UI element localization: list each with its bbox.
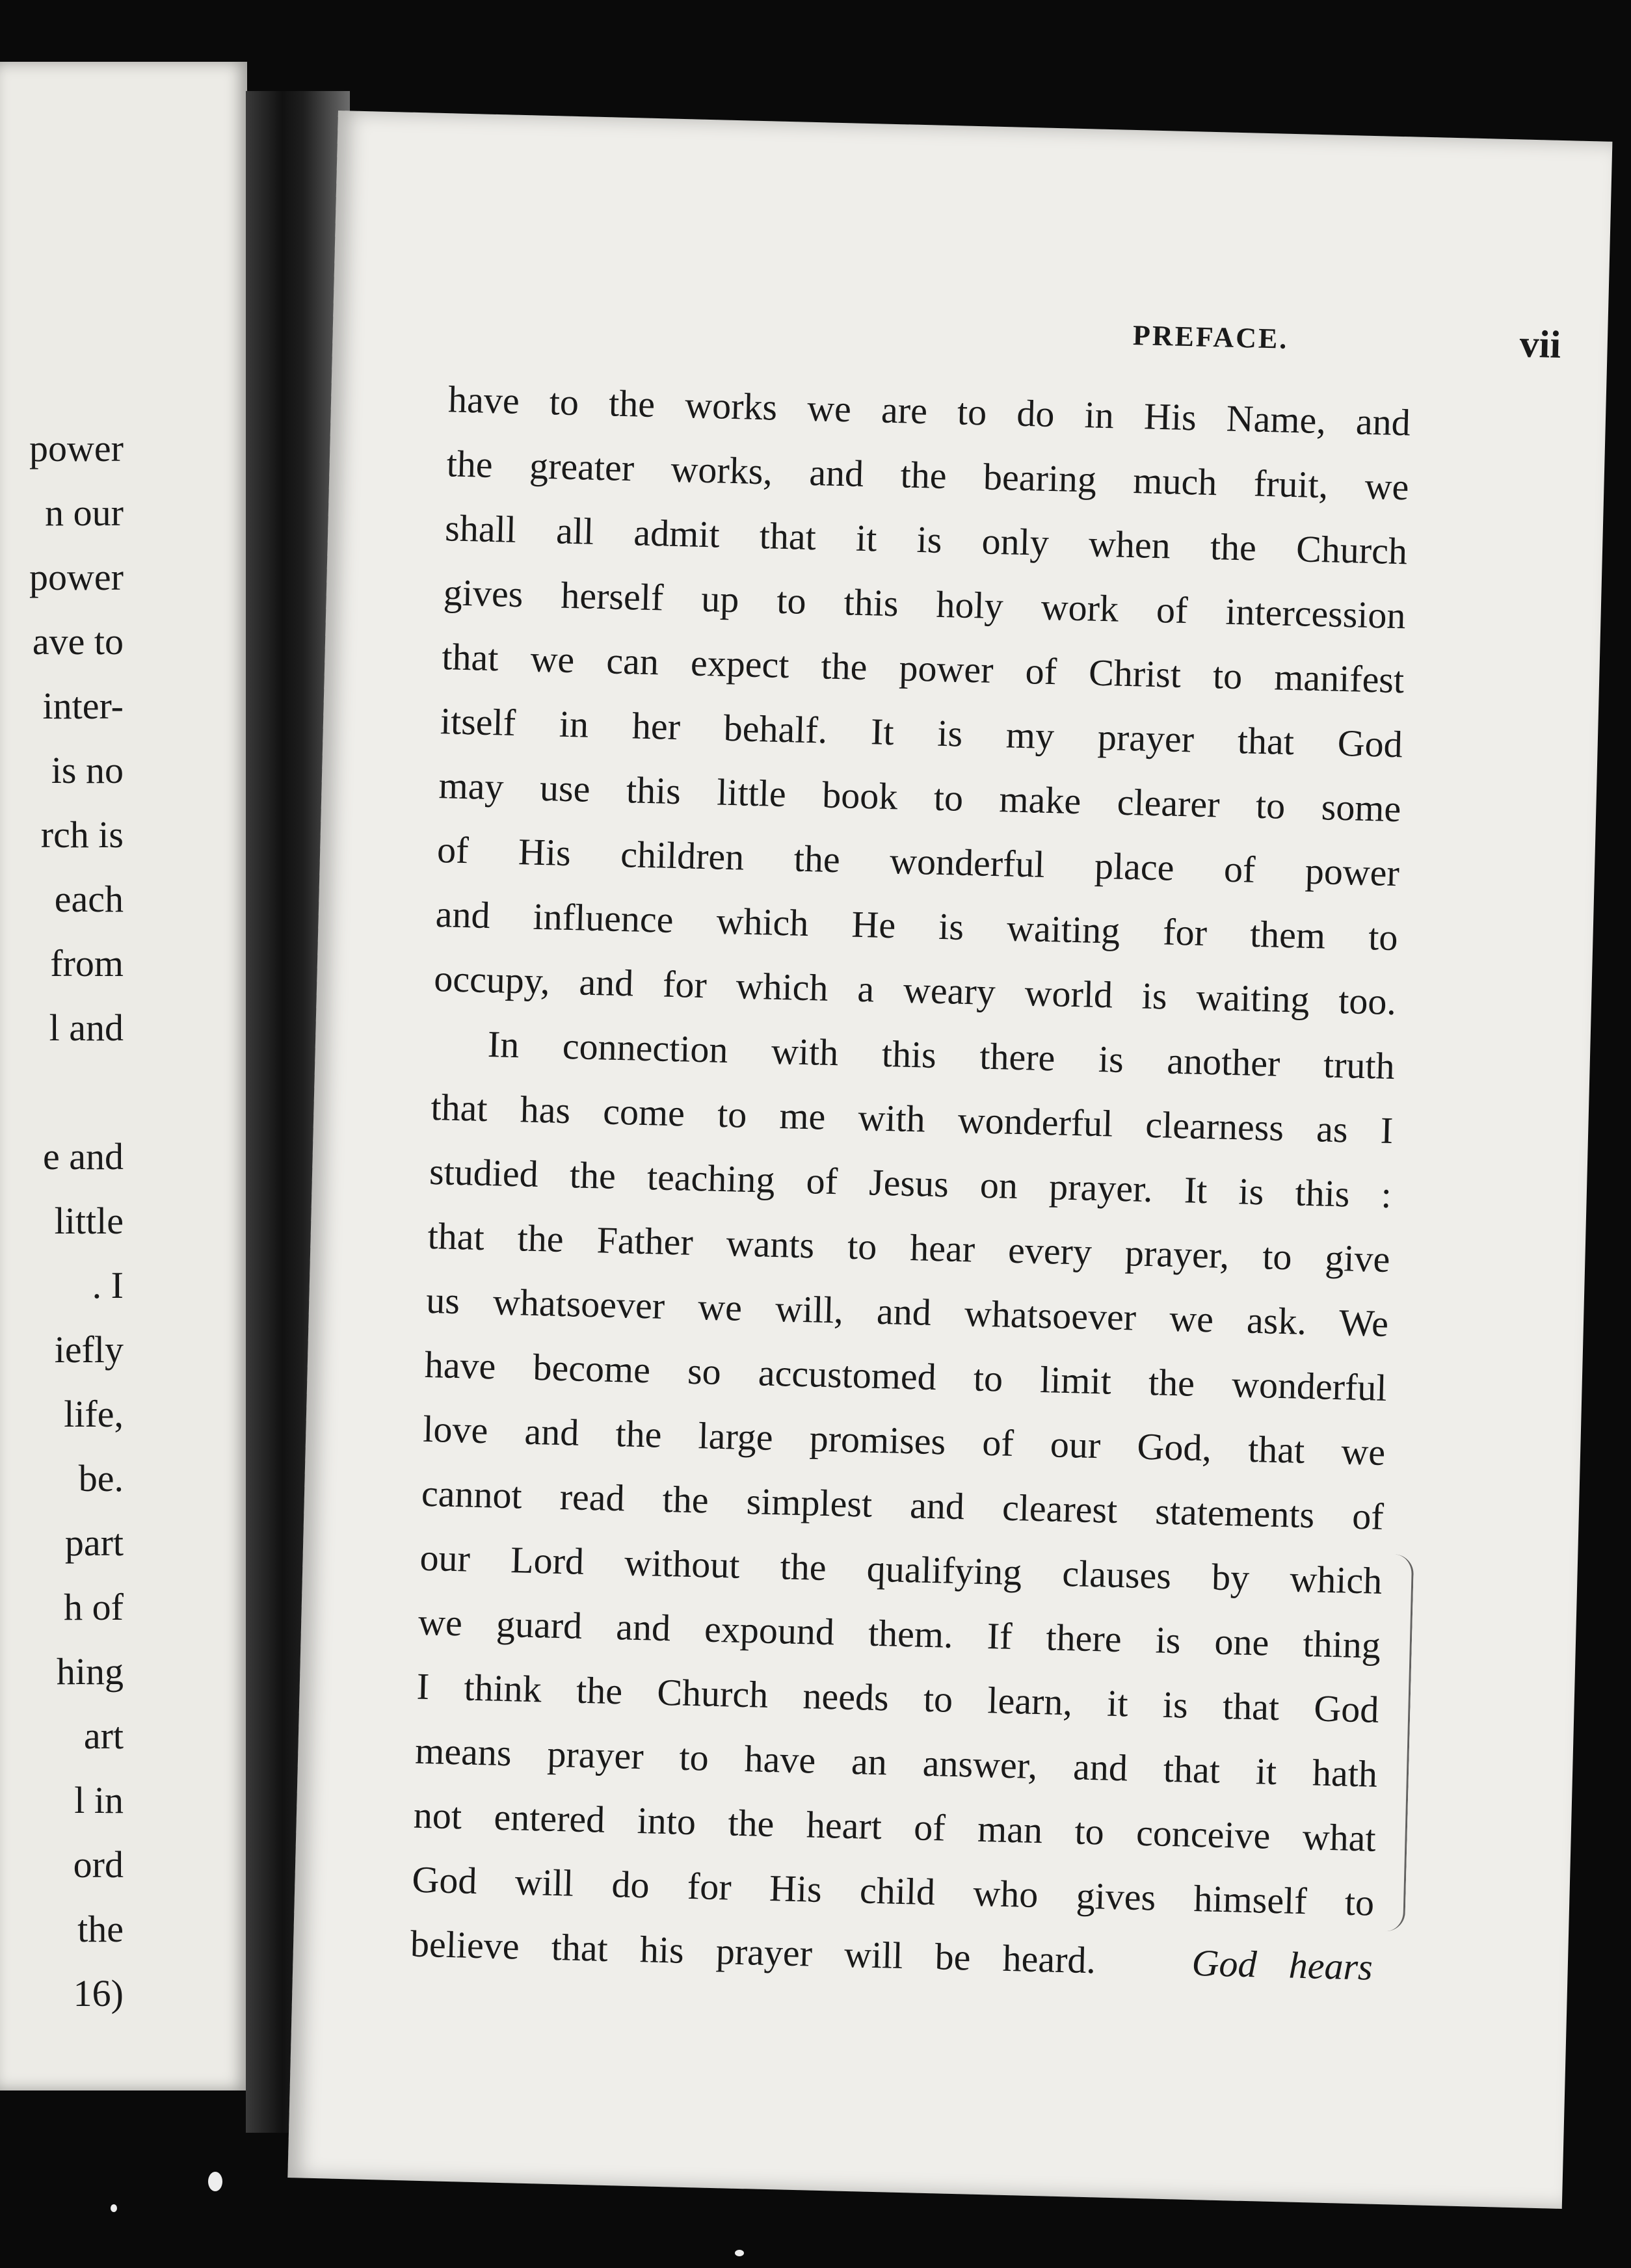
text-line: that the Father wants to hear every prayer, to give	[427, 1214, 1391, 1281]
left-line: h of	[64, 1586, 124, 1628]
left-line: art	[83, 1715, 124, 1757]
text-line: shall all admit that it is only when the Church	[444, 507, 1408, 573]
text-line: may use this little book to make clearer to some	[438, 764, 1402, 830]
left-line: iefly	[54, 1328, 124, 1371]
left-line: rch is	[40, 813, 124, 856]
page-number: vii	[1518, 322, 1561, 367]
text-line: our Lord without the qualifying clauses by which	[419, 1536, 1383, 1602]
left-line	[0, 1060, 124, 1124]
left-line: is no	[51, 749, 124, 791]
left-line: l and	[49, 1007, 124, 1049]
text-line: itself in her behalf. It is my prayer that God	[440, 700, 1403, 766]
running-head	[423, 295, 1595, 375]
text-line: the greater works, and the bearing much fruit, we	[445, 442, 1410, 508]
left-line: 16)	[73, 1972, 124, 2014]
left-line: n our	[45, 492, 124, 534]
text-line: not entered into the heart of man to conceive what	[413, 1793, 1377, 1860]
text-line: of His children the wonderful place of power	[436, 828, 1400, 895]
left-line: each	[54, 878, 124, 920]
left-line: ord	[73, 1843, 124, 1886]
left-line: ave to	[32, 620, 124, 663]
margin-pencil-bracket	[1377, 1554, 1414, 1932]
left-line: inter-	[42, 685, 124, 727]
left-page-text	[0, 416, 124, 2025]
body-text	[410, 367, 1411, 1999]
text-line: I think the Church needs to learn, it is that God	[416, 1665, 1380, 1731]
text-line: God will do for His child who gives himself to	[411, 1858, 1375, 1924]
left-line: power	[29, 556, 124, 598]
left-line: the	[77, 1908, 124, 1950]
text-line: cannot read the simplest and clearest statements of	[421, 1471, 1385, 1538]
text-line: occupy, and for which a weary world is waiting too.	[433, 957, 1397, 1023]
left-line: from	[50, 942, 124, 984]
scan-speck	[208, 2172, 222, 2191]
left-page-fragment	[0, 62, 247, 2090]
left-line: little	[54, 1200, 124, 1242]
text-line: and influence which He is waiting for them to	[435, 893, 1399, 959]
left-line: hing	[56, 1650, 124, 1693]
scan-speck	[111, 2204, 117, 2212]
text-line: that we can expect the power of Christ to manifest	[441, 635, 1405, 702]
text-line: means prayer to have an answer, and that it hath	[414, 1729, 1378, 1795]
scan-speck	[735, 2250, 744, 2256]
text-line: that has come to me with wonderful clearness as I	[430, 1085, 1394, 1152]
left-line: e and	[43, 1135, 124, 1178]
text-line: In connection with this there is another truth	[487, 1023, 1396, 1088]
text-line: we guard and expound them. If there is one thing	[418, 1600, 1381, 1667]
text-line: studied the teaching of Jesus on prayer. It is this :	[429, 1150, 1392, 1217]
text-line: love and the large promises of our God, that we	[422, 1407, 1386, 1473]
final-line-italic: God hears	[1191, 1941, 1373, 1988]
main-page	[287, 111, 1612, 2209]
text-line: have to the works we are to do in His Name, and	[447, 378, 1411, 444]
left-line: l in	[74, 1779, 124, 1821]
text-line: have become so accustomed to limit the wonderful	[424, 1343, 1388, 1409]
header-title: PREFACE.	[1132, 319, 1289, 355]
text-line: gives herself up to this holy work of intercession	[443, 571, 1407, 637]
left-line: part	[64, 1522, 124, 1564]
left-line: life,	[64, 1393, 124, 1435]
left-line: power	[29, 427, 124, 469]
left-line: . I	[92, 1264, 124, 1306]
final-line-text: believe that his prayer will be heard.	[410, 1922, 1096, 1982]
text-line: us whatsoever we will, and whatsoever we ask. We	[425, 1278, 1389, 1345]
left-line: be.	[78, 1457, 124, 1499]
